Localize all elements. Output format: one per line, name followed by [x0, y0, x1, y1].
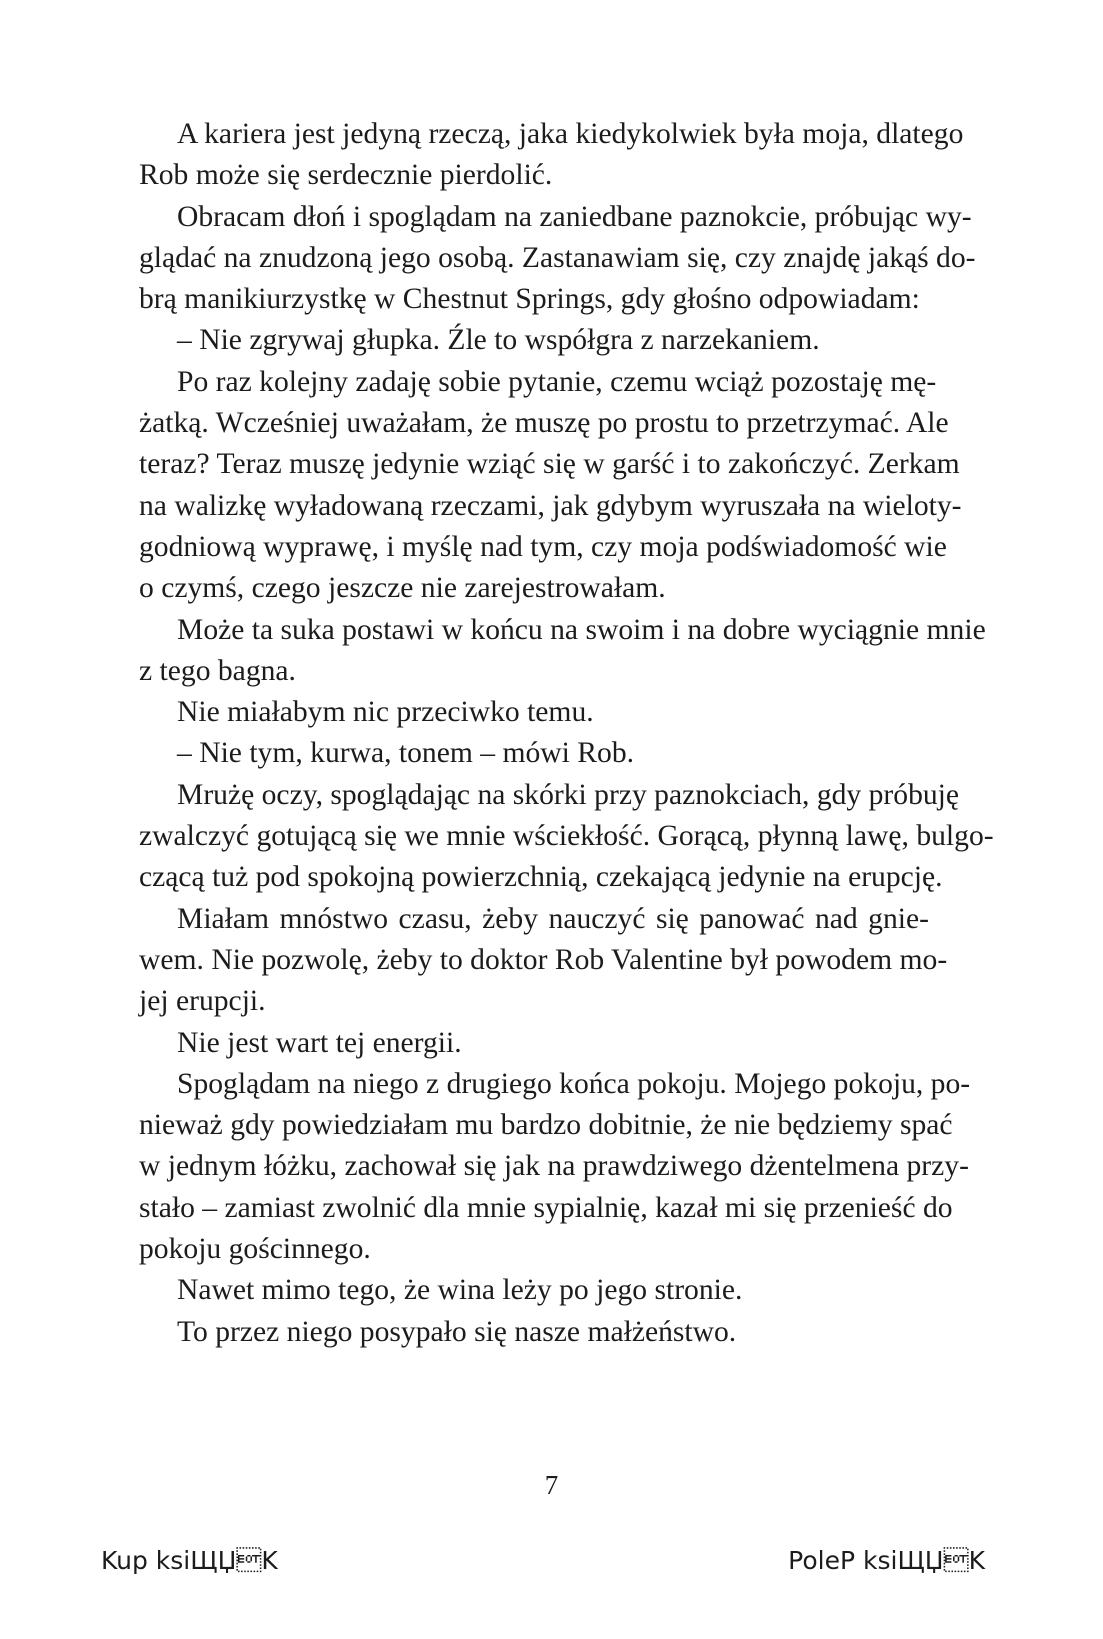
text-line: jej erupcji.: [139, 985, 266, 1018]
paragraph: [139, 1064, 971, 1270]
body-text: [139, 114, 994, 1353]
paragraph: [139, 362, 962, 610]
text-line: Po raz kolejny zadaję sobie pytanie, czemu wciąż pozostaję mę-: [177, 365, 937, 398]
paragraph: [139, 1270, 929, 1311]
paragraph: [139, 692, 929, 733]
text-line: zwalczyć gotującą się we mnie wściekłość. Gorącą, płynną lawę, bulgo-: [139, 820, 994, 853]
text-line: nieważ gdy powiedziałam mu bardzo dobitnie, że nie będziemy spać: [139, 1109, 953, 1142]
page-number: 7: [544, 1470, 559, 1500]
text-line: To przez niego posypało się nasze małżeństwo.: [177, 1315, 737, 1348]
text-line: Miałam mnóstwo czasu, żeby nauczyć się panować nad gnie-: [177, 902, 929, 935]
paragraph: [139, 733, 929, 774]
text-line: – Nie tym, kurwa, tonem – mówi Rob.: [177, 737, 635, 770]
text-line: o czymś, czego jeszcze nie zarejestrowałam.: [139, 572, 666, 605]
text-line: wem. Nie pozwolę, żeby to doktor Rob Valentine był powodem mo-: [139, 943, 948, 976]
text-line: Obracam dłoń i spoglądam na zaniedbane paznokcie, próbując wy-: [177, 200, 972, 233]
text-line: żatką. Wcześniej uważałam, że muszę po prostu to przetrzymać. Ale: [139, 407, 949, 440]
text-line: Rob może się serdecznie pierdolić.: [139, 159, 553, 192]
text-line: Nie jest wart tej energii.: [177, 1026, 462, 1059]
paragraph: [139, 1312, 929, 1353]
paragraph: [139, 197, 976, 321]
text-line: w jednym łóżku, zachował się jak na prawdziwego dżentelmena przy-: [139, 1150, 969, 1183]
text-line: godniową wyprawę, i myślę nad tym, czy moja podświadomość wie: [139, 530, 947, 563]
text-line: na walizkę wyładowaną rzeczami, jak gdybym wyruszała na wieloty-: [139, 489, 962, 522]
paragraph: [139, 610, 986, 693]
text-line: Nawet mimo tego, że wina leży po jego stronie.: [177, 1274, 743, 1307]
text-line: Spoglądam na niego z drugiego końca pokoju. Mojego pokoju, po-: [177, 1067, 971, 1100]
text-line: stało – zamiast zwolnić dla mnie sypialnię, kazał mi się przenieść do: [139, 1191, 953, 1224]
text-line: pokoju gościnnego.: [139, 1233, 371, 1266]
text-line: z tego bagna.: [139, 654, 296, 687]
text-line: czącą tuż pod spokojną powierzchnią, czekającą jedynie na erupcję.: [139, 861, 943, 894]
paragraph: [139, 899, 948, 1023]
text-line: A kariera jest jedyną rzeczą, jaka kiedykolwiek była moja, dlatego: [177, 118, 964, 150]
text-line: Nie miałabym nic przeciwko temu.: [177, 696, 594, 729]
text-line: teraz? Teraz muszę jedynie wziąć się w garść i to zakończyć. Zerkam: [139, 448, 960, 481]
paragraph: [139, 320, 929, 361]
text-line: Mrużę oczy, spoglądając na skórki przy paznokciach, gdy próbuję: [177, 778, 960, 811]
recommend-book-link[interactable]: PoleP ksiЩЏK: [788, 1546, 985, 1575]
text-line: glądać na znudzoną jego osobą. Zastanawiam się, czy znajdę jakąś do-: [139, 241, 976, 274]
text-line: Może ta suka postawi w końcu na swoim i na dobre wyciągnie mnie: [177, 613, 986, 646]
paragraph: [139, 1023, 929, 1064]
text-line: – Nie zgrywaj głupka. Źle to współgra z narzekaniem.: [177, 324, 820, 357]
text-line: brą manikiurzystkę w Chestnut Springs, gdy głośno odpowiadam:: [139, 283, 920, 316]
buy-book-link[interactable]: Kup ksiЩЏK: [101, 1546, 278, 1575]
paragraph: [139, 114, 964, 197]
paragraph: [139, 775, 994, 899]
